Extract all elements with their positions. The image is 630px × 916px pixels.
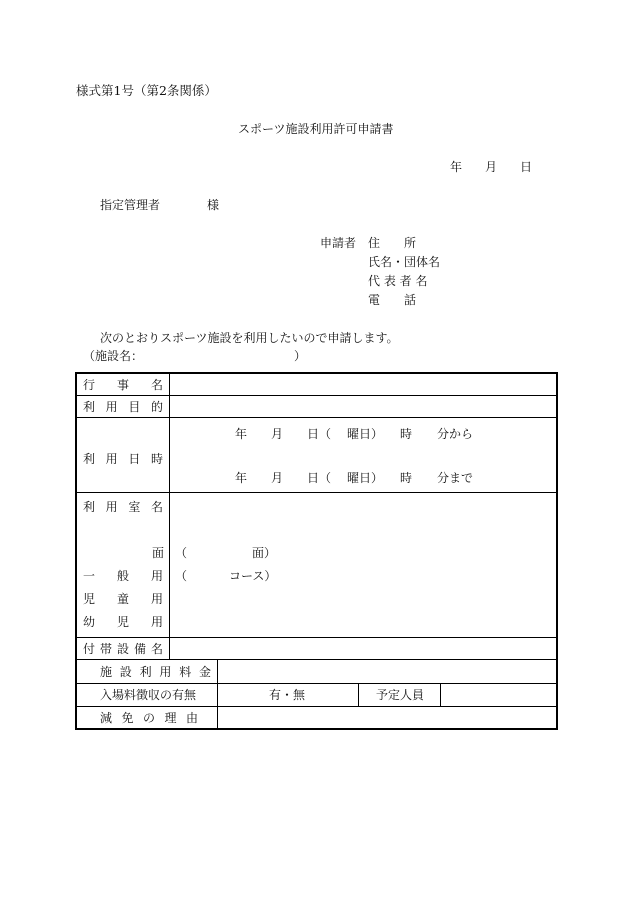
end-hour: 時	[400, 471, 413, 485]
exemption-field[interactable]	[223, 711, 551, 725]
col-divider	[169, 373, 170, 660]
equipment-label: 付 帯 設 備 名	[83, 642, 163, 656]
infant-label: 幼 児 用	[83, 615, 163, 629]
start-day: 日（	[307, 427, 332, 441]
document-title: スポーツ施設利用許可申請書	[238, 122, 394, 136]
end-weekday: 曜日）	[347, 471, 384, 485]
applicant-name-org: 氏名・団体名	[368, 255, 441, 269]
end-day: 日（	[307, 471, 332, 485]
fee-label: 施 設 利 用 料 金	[100, 665, 211, 679]
date-year: 年	[450, 160, 463, 174]
end-minute: 分まで	[437, 471, 474, 485]
row-divider	[76, 706, 557, 707]
admission-label: 入場料徴収の有無	[100, 688, 197, 702]
expected-people-label: 予定人員	[376, 688, 425, 702]
applicant-representative: 代 表 者 名	[368, 274, 428, 288]
applicant-label: 申請者	[320, 236, 357, 250]
row-divider	[76, 683, 557, 684]
men-paren-open: （	[175, 546, 188, 560]
facility-name-close: ）	[294, 349, 307, 363]
men-paren-close: 面）	[252, 546, 277, 560]
purpose-field[interactable]	[175, 400, 550, 414]
addressee-name: 指定管理者	[100, 198, 161, 212]
date-month: 月	[485, 160, 498, 174]
row-divider	[76, 417, 557, 418]
start-minute: 分から	[437, 427, 474, 441]
men-label: 面	[152, 546, 165, 560]
start-weekday: 曜日）	[347, 427, 384, 441]
start-year: 年	[235, 427, 248, 441]
event-name-field[interactable]	[175, 378, 550, 392]
form-number: 様式第1号（第2条関係）	[76, 83, 217, 98]
row-divider	[76, 492, 557, 493]
end-month: 月	[271, 471, 284, 485]
date-day: 日	[520, 160, 533, 174]
exemption-label: 減 免 の 理 由	[100, 711, 198, 725]
fee-field[interactable]	[223, 665, 551, 679]
row-divider	[76, 659, 557, 660]
course-paren-open: （	[175, 569, 188, 583]
col-divider	[358, 684, 359, 706]
datetime-label: 利 用 日 時	[83, 452, 163, 466]
start-hour: 時	[400, 427, 413, 441]
row-divider	[76, 637, 557, 638]
intro-text: 次のとおりスポーツ施設を利用したいので申請します。	[100, 331, 399, 345]
start-month: 月	[271, 427, 284, 441]
expected-people-field[interactable]	[446, 688, 551, 702]
room-label: 利 用 室 名	[83, 500, 163, 514]
applicant-address: 住 所	[368, 236, 417, 250]
col-divider	[440, 684, 441, 706]
facility-name-label: （施設名：	[83, 349, 144, 363]
row-divider	[76, 395, 557, 396]
equipment-field[interactable]	[175, 642, 550, 656]
course-paren-close: コース）	[229, 569, 277, 583]
addressee-honorific: 様	[207, 198, 220, 212]
child-label: 児 童 用	[83, 592, 163, 606]
admission-value[interactable]: 有・無	[269, 688, 306, 702]
end-year: 年	[235, 471, 248, 485]
applicant-phone: 電 話	[368, 293, 417, 307]
event-name-label: 行 事 名	[83, 378, 163, 392]
general-label: 一 般 用	[83, 569, 163, 583]
purpose-label: 利 用 目 的	[83, 400, 163, 414]
col-divider	[217, 660, 218, 729]
